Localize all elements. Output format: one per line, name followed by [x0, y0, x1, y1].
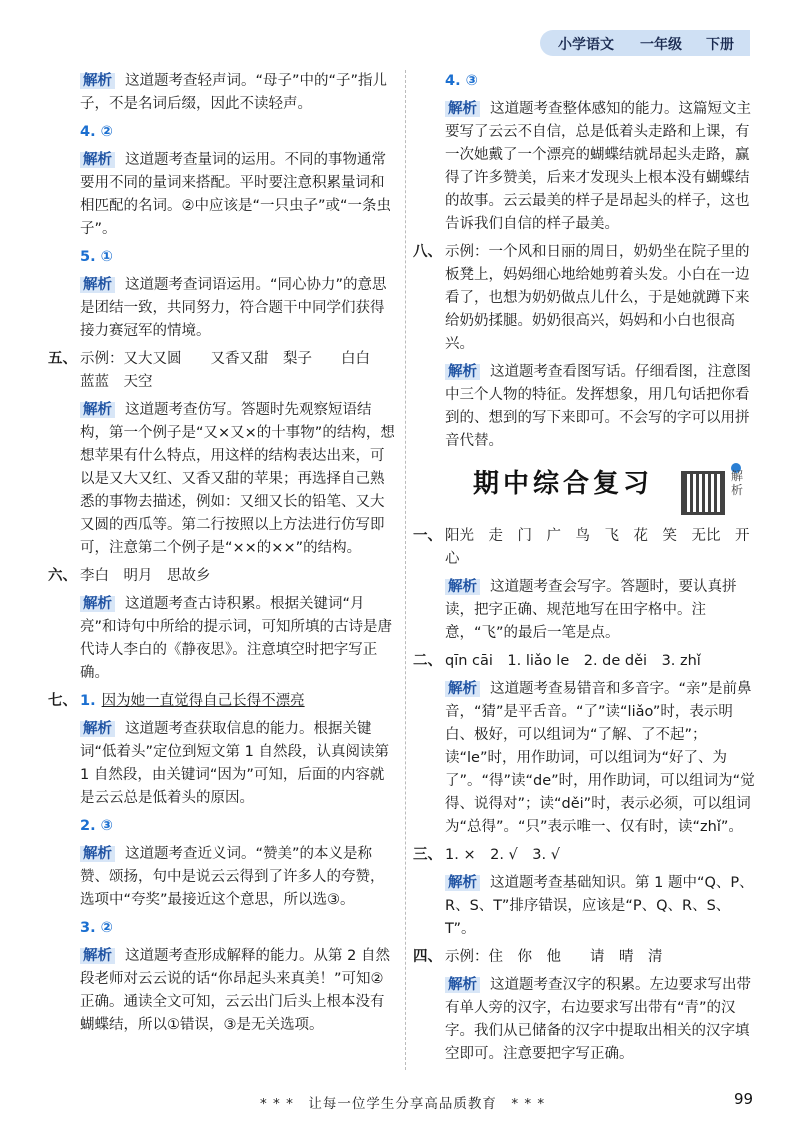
- analysis-label: 解析: [80, 402, 115, 418]
- analysis-label: 解析: [80, 596, 115, 612]
- section-number: 六、: [48, 568, 77, 584]
- answer-item: [48, 246, 398, 269]
- analysis-text: 这道题考查获取信息的能力。根据关键词“低着头”定位到短文第 1 自然段，认真阅读第 1 自然段，由关键词“因为”可知，后面的内容就是云云总是低着头的原因。: [80, 721, 389, 806]
- section-number: 二、: [413, 653, 442, 669]
- section-answer: [413, 525, 758, 571]
- analysis-text: 这道题考查轻声词。“母子”中的“子”指儿子，不是名词后缀，因此不读轻声。: [80, 73, 388, 112]
- right-column: [413, 70, 758, 1071]
- answer-item: [48, 815, 398, 838]
- analysis-paragraph: [413, 98, 758, 236]
- right-bottom-block: [413, 525, 758, 1066]
- section-number: 三、: [413, 847, 442, 863]
- answer-text: 示例：一个风和日丽的周日，奶奶坐在院子里的板凳上，妈妈细心地给她剪着头发。小白在一边看了，也想为奶奶做点儿什么，于是她就蹲下来给奶奶揉腿。奶奶很高兴，妈妈和小白也很高兴。: [445, 244, 750, 352]
- analysis-label: 解析: [80, 73, 115, 89]
- analysis-paragraph: [413, 361, 758, 453]
- section-number: 五、: [48, 351, 77, 367]
- analysis-paragraph: [48, 945, 398, 1037]
- analysis-label: 解析: [445, 579, 480, 595]
- header-band: [540, 30, 750, 56]
- answer-item: [413, 70, 758, 93]
- analysis-text: 这道题考查形成解释的能力。从第 2 自然段老师对云云说的话“你昂起头来真美！”可知②正确。通读全文可知，云云出门后头上根本没有蝴蝶结，所以①错误，③是无关选项。: [80, 948, 390, 1033]
- analysis-paragraph: [48, 274, 398, 343]
- answer-item: [48, 121, 398, 144]
- analysis-text: 这道题考查词语运用。“同心协力”的意思是团结一致，共同努力，符合题干中同学们获得接力赛冠军的情境。: [80, 277, 387, 339]
- analysis-text: 这道题考查整体感知的能力。这篇短文主要写了云云不自信，总是低着头走路和上课，有一次她戴了一个漂亮的蝴蝶结就昂起头走路，赢得了许多赞美，后来才发现头上根本没有蝴蝶结的故事。云云最美的样子是昂起头的样子，这也告诉我们自信的样子最美。: [445, 101, 751, 232]
- analysis-text: 这道题考查量词的运用。不同的事物通常要用不同的量词来搭配。平时要注意积累量词和相匹配的名词。②中应该是“一只虫子”或“一条虫子”。: [80, 152, 392, 237]
- section-answer: [413, 946, 758, 969]
- answer-text: 阳光 走 门 广 鸟 飞 花 笑 无比 开心: [445, 528, 750, 567]
- answer-number: 1.: [80, 693, 96, 709]
- analysis-paragraph: [48, 843, 398, 912]
- answer-number: 2. ③: [80, 818, 113, 834]
- section-answer: [48, 690, 398, 713]
- analysis-paragraph: [413, 678, 758, 839]
- footer-slogan: * * * 让每一位学生分享高品质教育 * * *: [260, 1096, 546, 1112]
- section-title: 期中综合复习: [473, 469, 654, 499]
- section-answer: [48, 348, 398, 394]
- analysis-label: 解析: [80, 721, 115, 737]
- page-number: 99: [734, 1090, 754, 1108]
- answer-text: qīn cāi 1. liǎo le 2. de děi 3. zhǐ: [445, 653, 701, 669]
- analysis-paragraph: [413, 872, 758, 941]
- answer-text: 示例：住 你 他 请 晴 清: [445, 949, 663, 965]
- qr-label: 解析: [731, 469, 744, 497]
- answer-text: 示例：又大又圆 又香又甜 梨子 白白 蓝蓝 天空: [80, 351, 399, 390]
- analysis-label: 解析: [80, 152, 115, 168]
- section-number: 八、: [413, 244, 442, 260]
- analysis-label: 解析: [80, 948, 115, 964]
- analysis-paragraph: [48, 593, 398, 685]
- analysis-text: 这道题考查基础知识。第 1 题中“Q、P、R、S、T”排序错误，应该是“P、Q、R、S、T”。: [445, 875, 754, 937]
- section-answer: [413, 241, 758, 356]
- analysis-label: 解析: [445, 681, 480, 697]
- answer-text: 1. × 2. √ 3. √: [445, 847, 560, 863]
- column-divider: [405, 70, 406, 1070]
- analysis-label: 解析: [80, 277, 115, 293]
- answer-number: 4. ②: [80, 124, 113, 140]
- section-number: 一、: [413, 528, 442, 544]
- analysis-text: 这道题考查会写字。答题时，要认真拼读，把字正确、规范地写在田字格中。注意，“飞”的最后一笔是点。: [445, 579, 737, 641]
- answer-text: 李白 明月 思故乡: [80, 568, 211, 584]
- analysis-label: 解析: [445, 364, 480, 380]
- section-answer: [413, 650, 758, 673]
- answer-number: 5. ①: [80, 249, 113, 265]
- answer-text: 因为她一直觉得自己长得不漂亮: [101, 693, 305, 709]
- analysis-text: 这道题考查易错音和多音字。“亲”是前鼻音，“猜”是平舌音。“了”读“liǎo”时，表示明白、极好，可以组词为“了解、了不起”；读“le”时，用作助词，可以组词为“好了、为了”。“得”读“de”时，用作助词，可以组词为“觉得、说得对”；读“děi”时，表示必须，可以组词为“总得”。“只”表示唯一、仅有时，读“zhǐ”。: [445, 681, 755, 835]
- right-top-block: [413, 70, 758, 453]
- header-grade: 一年级: [640, 37, 682, 53]
- section-answer: [413, 844, 758, 867]
- header-volume: 下册: [706, 37, 734, 53]
- analysis-paragraph: [48, 399, 398, 560]
- analysis-label: 解析: [445, 875, 480, 891]
- analysis-text: 这道题考查古诗积累。根据关键词“月亮”和诗句中所给的提示词，可知所填的古诗是唐代诗人李白的《静夜思》。注意填空时把字写正确。: [80, 596, 393, 681]
- analysis-paragraph: [48, 718, 398, 810]
- section-title-block: [413, 471, 758, 511]
- answer-number: 4. ③: [445, 73, 478, 89]
- analysis-paragraph: [413, 974, 758, 1066]
- analysis-text: 这道题考查近义词。“赞美”的本义是称赞、颂扬，句中是说云云得到了许多人的夸赞，选项中“夸奖”最接近这个意思，所以选③。: [80, 846, 385, 908]
- analysis-paragraph: [48, 70, 398, 116]
- header-subject: 小学语文: [558, 37, 614, 53]
- answer-item: [48, 917, 398, 940]
- analysis-label: 解析: [445, 977, 480, 993]
- analysis-text: 这道题考查仿写。答题时先观察短语结构，第一个例子是“又×又×的十事物”的结构，想想苹果有什么特点，用这样的结构表达出来，可以是又大又红、又香又甜的苹果；再选择自己熟悉的事物去描述，例如：又细又长的铅笔、又大又圆的西瓜等。第二行按照以上方法进行仿写即可，注意第二个例子是“××的××”的结构。: [80, 402, 395, 556]
- section-answer: [48, 565, 398, 588]
- analysis-text: 这道题考查汉字的积累。左边要求写出带有单人旁的汉字，右边要求写出带有“青”的汉字。我们从已储备的汉字中提取出相关的汉字填空即可。注意要把字写正确。: [445, 977, 751, 1062]
- analysis-text: 这道题考查看图写话。仔细看图，注意图中三个人物的特征。发挥想象，用几句话把你看到的、想到的写下来即可。不会写的字可以用拼音代替。: [445, 364, 751, 449]
- left-column: [48, 70, 398, 1042]
- analysis-label: 解析: [80, 846, 115, 862]
- section-number: 七、: [48, 693, 77, 709]
- analysis-label: 解析: [445, 101, 480, 117]
- answer-number: 3. ②: [80, 920, 113, 936]
- analysis-paragraph: [48, 149, 398, 241]
- analysis-paragraph: [413, 576, 758, 645]
- section-number: 四、: [413, 949, 442, 965]
- qr-code-icon[interactable]: [681, 471, 725, 515]
